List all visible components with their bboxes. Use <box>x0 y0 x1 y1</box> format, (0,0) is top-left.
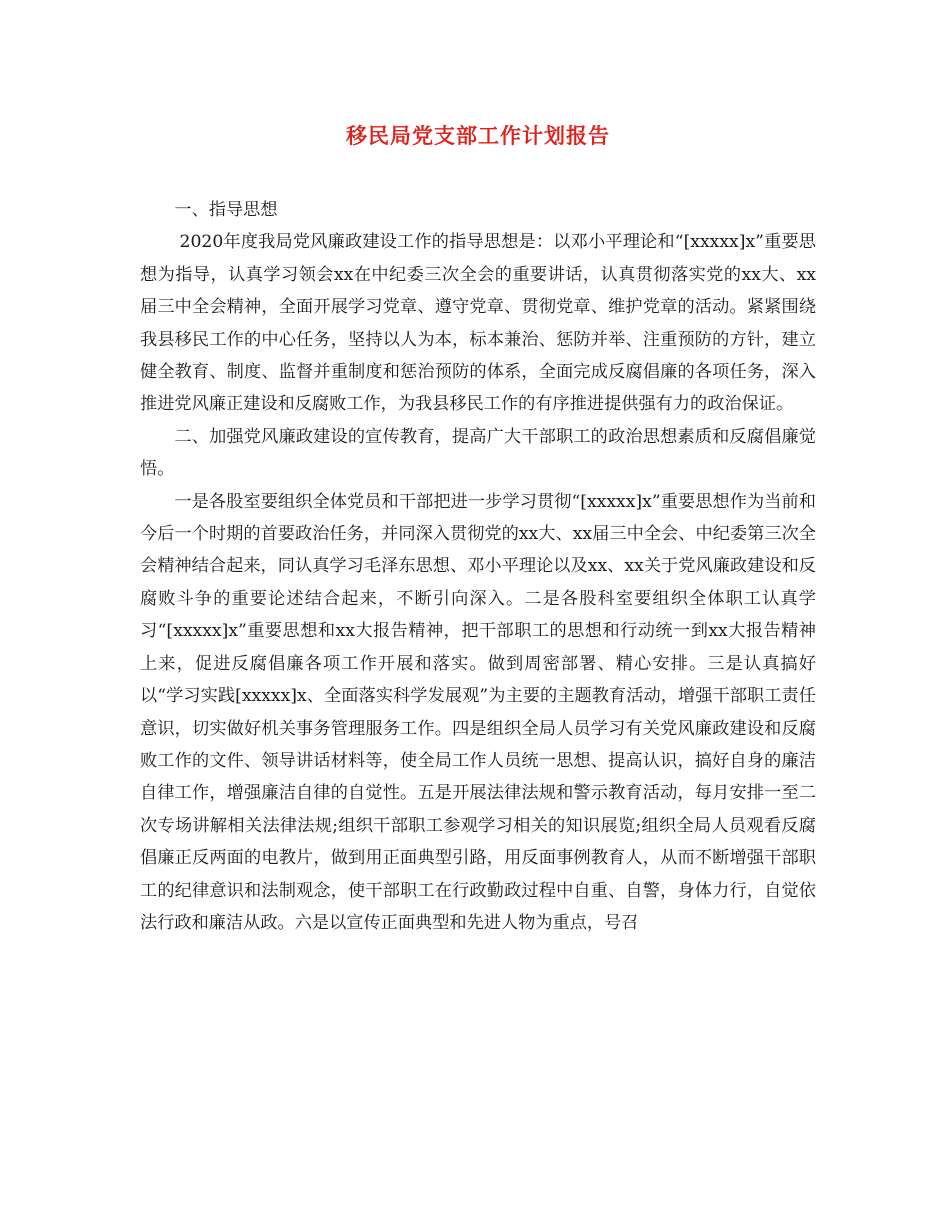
section-heading-guiding-ideology: 一、指导思想 <box>174 200 278 220</box>
document-page <box>140 0 816 939</box>
paragraph-guiding-ideology: 2020年度我局党风廉政建设工作的指导思想是：以邓小平理论和“[xxxxx]x”重要思想为指导，认真学习领会xx在中纪委三次全会的重要讲话，认真贯彻落实党的xx大、xx届三中全会精神，全面开展学习党章、遵守党章、贯彻党章、维护党章的活动。紧紧围绕我县移民工作的中心任务，坚持以人为本，标本兼治、惩防并举、注重预防的方针，建立健全教育、制度、监督并重制度和惩治预防的体系，全面完成反腐倡廉的各项任务，深入推进党风廉正建设和反腐败工作，为我县移民工作的有序推进提供强有力的政治保证。 <box>140 232 816 415</box>
document-body <box>140 194 816 939</box>
document-title: 移民局党支部工作计划报告 <box>346 123 610 148</box>
paragraph-education-measures: 一是各股室要组织全体党员和干部把进一步学习贯彻“[xxxxx]x”重要思想作为当前和今后一个时期的首要政治任务，并同深入贯彻党的xx大、xx届三中全会、中纪委第三次全会精神结合起来，同认真学习毛泽东思想、邓小平理论以及xx、xx关于党风廉政建设和反腐败斗争的重要论述结合起来，不断引向深入。二是各股科室要组织全体职工认真学习“[xxxxx]x”重要思想和xx大报告精神，把干部职工的思想和行动统一到xx大报告精神上来，促进反腐倡廉各项工作开展和落实。做到周密部署、精心安排。三是认真搞好以“学习实践[xxxxx]x、全面落实科学发展观”为主要的主题教育活动，增强干部职工责任意识，切实做好机关事务管理服务工作。四是组织全局人员学习有关党风廉政建设和反腐败工作的文件、领导讲话材料等，使全局工作人员统一思想、提高认识，搞好自身的廉洁自律工作，增强廉洁自律的自觉性。五是开展法律法规和警示教育活动，每月安排一至二次专场讲解相关法律法规;组织干部职工参观学习相关的知识展览;组织全局人员观看反腐倡廉正反两面的电教片，做到用正面典型引路，用反面事例教育人，从而不断增强干部职工的纪律意识和法制观念，使干部职工在行政勤政过程中自重、自警，身体力行，自觉依法行政和廉洁从政。六是以宣传正面典型和先进人物为重点，号召 <box>140 491 816 933</box>
section-heading-education: 二、加强党风廉政建设的宣传教育，提高广大干部职工的政治思想素质和反腐倡廉觉悟。 <box>140 426 816 480</box>
